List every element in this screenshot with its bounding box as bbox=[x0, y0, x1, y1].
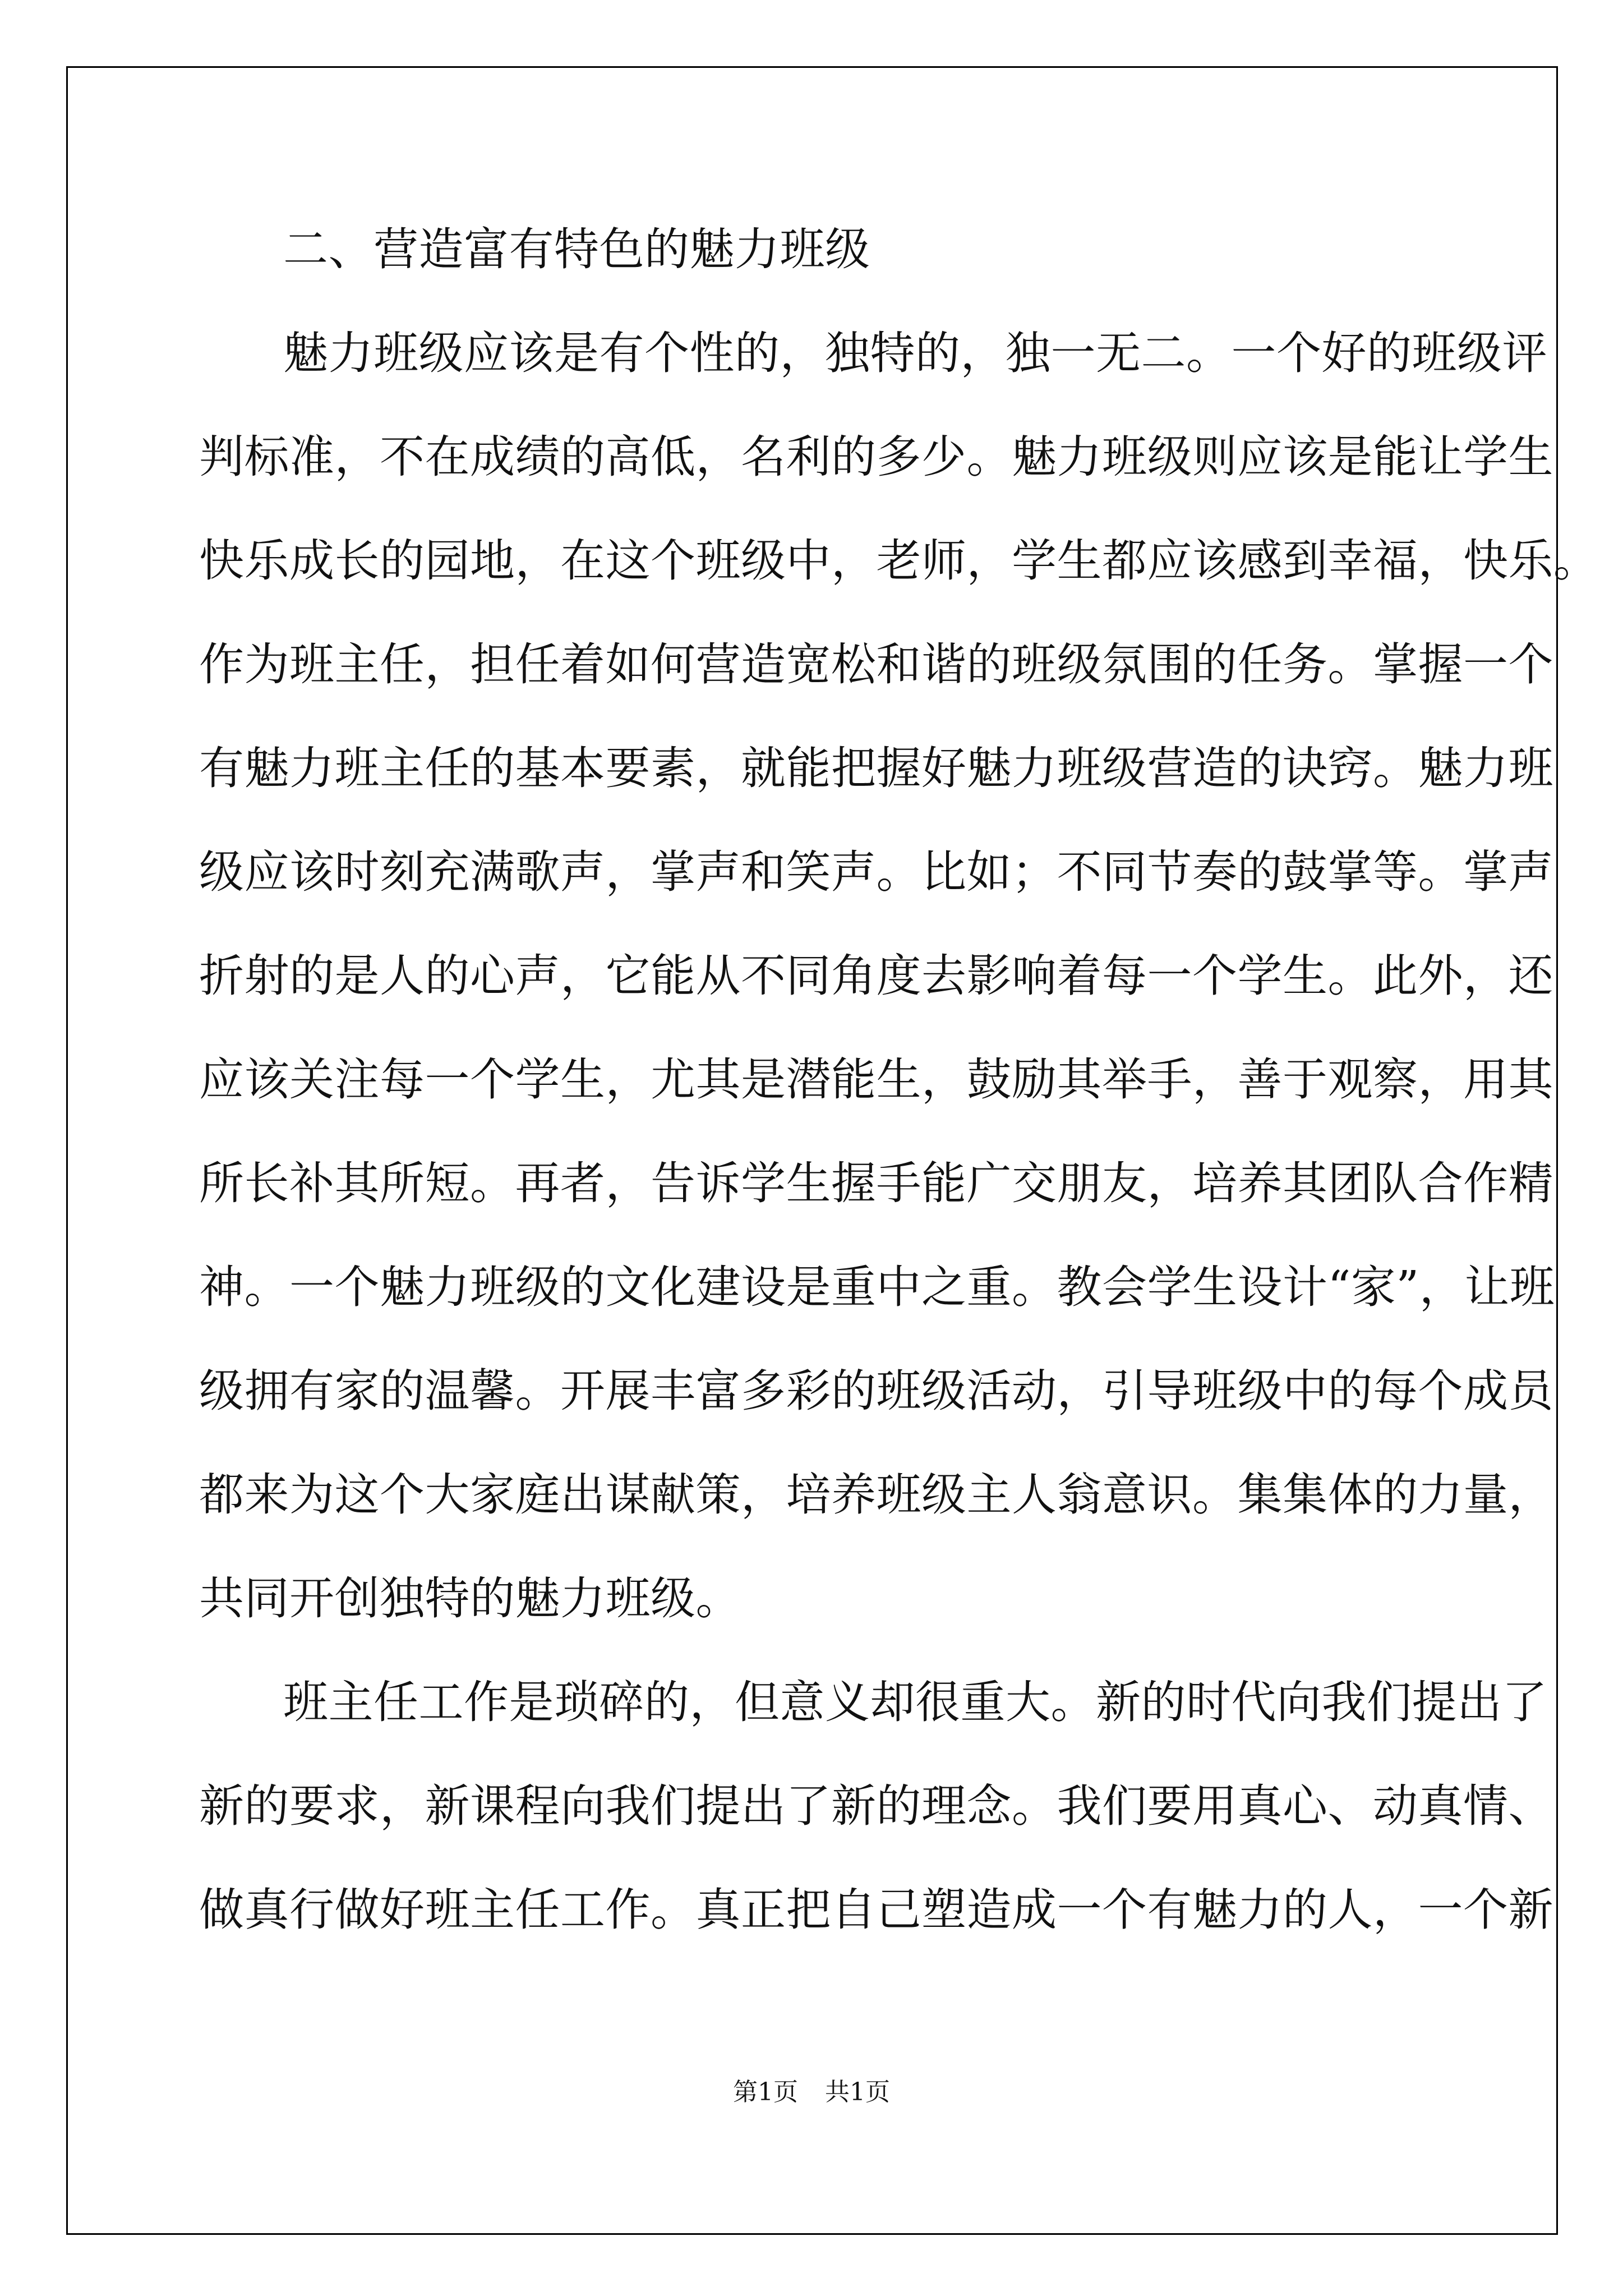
paragraph-line: 新的要求，新课程向我们提出了新的理念。我们要用真心、动真情、 bbox=[199, 1780, 1553, 1832]
page-total: 共1页 bbox=[825, 2078, 890, 2106]
paragraph-line: 都来为这个大家庭出谋献策，培养班级主人翁意识。集集体的力量， bbox=[199, 1469, 1553, 1521]
paragraph-line: 应该关注每一个学生，尤其是潜能生，鼓励其举手，善于观察，用其 bbox=[199, 1053, 1553, 1106]
paragraph-line: 判标准，不在成绩的高低，名利的多少。魅力班级则应该是能让学生 bbox=[199, 431, 1553, 483]
paragraph-line: 所长补其所短。再者，告诉学生握手能广交朋友，培养其团队合作精 bbox=[199, 1157, 1553, 1209]
paragraph-line: 折射的是人的心声，它能从不同角度去影响着每一个学生。此外，还 bbox=[199, 950, 1553, 1002]
paragraph-line: 级应该时刻充满歌声，掌声和笑声。比如；不同节奏的鼓掌等。掌声 bbox=[199, 846, 1553, 898]
paragraph-line: 神。一个魅力班级的文化建设是重中之重。教会学生设计“家”，让班 bbox=[199, 1261, 1555, 1313]
section-heading: 二、营造富有特色的魅力班级 bbox=[283, 223, 870, 275]
paragraph-line: 做真行做好班主任工作。真正把自己塑造成一个有魅力的人，一个新 bbox=[199, 1884, 1553, 1936]
page-number: 第1页 bbox=[733, 2078, 798, 2106]
paragraph-line: 有魅力班主任的基本要素，就能把握好魅力班级营造的诀窍。魅力班 bbox=[199, 742, 1553, 794]
page-footer bbox=[0, 2076, 1623, 2109]
paragraph-line: 魅力班级应该是有个性的，独特的，独一无二。一个好的班级评 bbox=[283, 327, 1547, 379]
paragraph-line: 级拥有家的温馨。开展丰富多彩的班级活动，引导班级中的每个成员 bbox=[199, 1365, 1553, 1417]
paragraph-line: 作为班主任，担任着如何营造宽松和谐的班级氛围的任务。掌握一个 bbox=[199, 638, 1553, 691]
paragraph-line: 班主任工作是琐碎的，但意义却很重大。新的时代向我们提出了 bbox=[283, 1676, 1547, 1728]
paragraph-line: 共同开创独特的魅力班级。 bbox=[199, 1572, 741, 1625]
paragraph-line: 快乐成长的园地，在这个班级中，老师，学生都应该感到幸福，快乐。 bbox=[199, 535, 1599, 587]
